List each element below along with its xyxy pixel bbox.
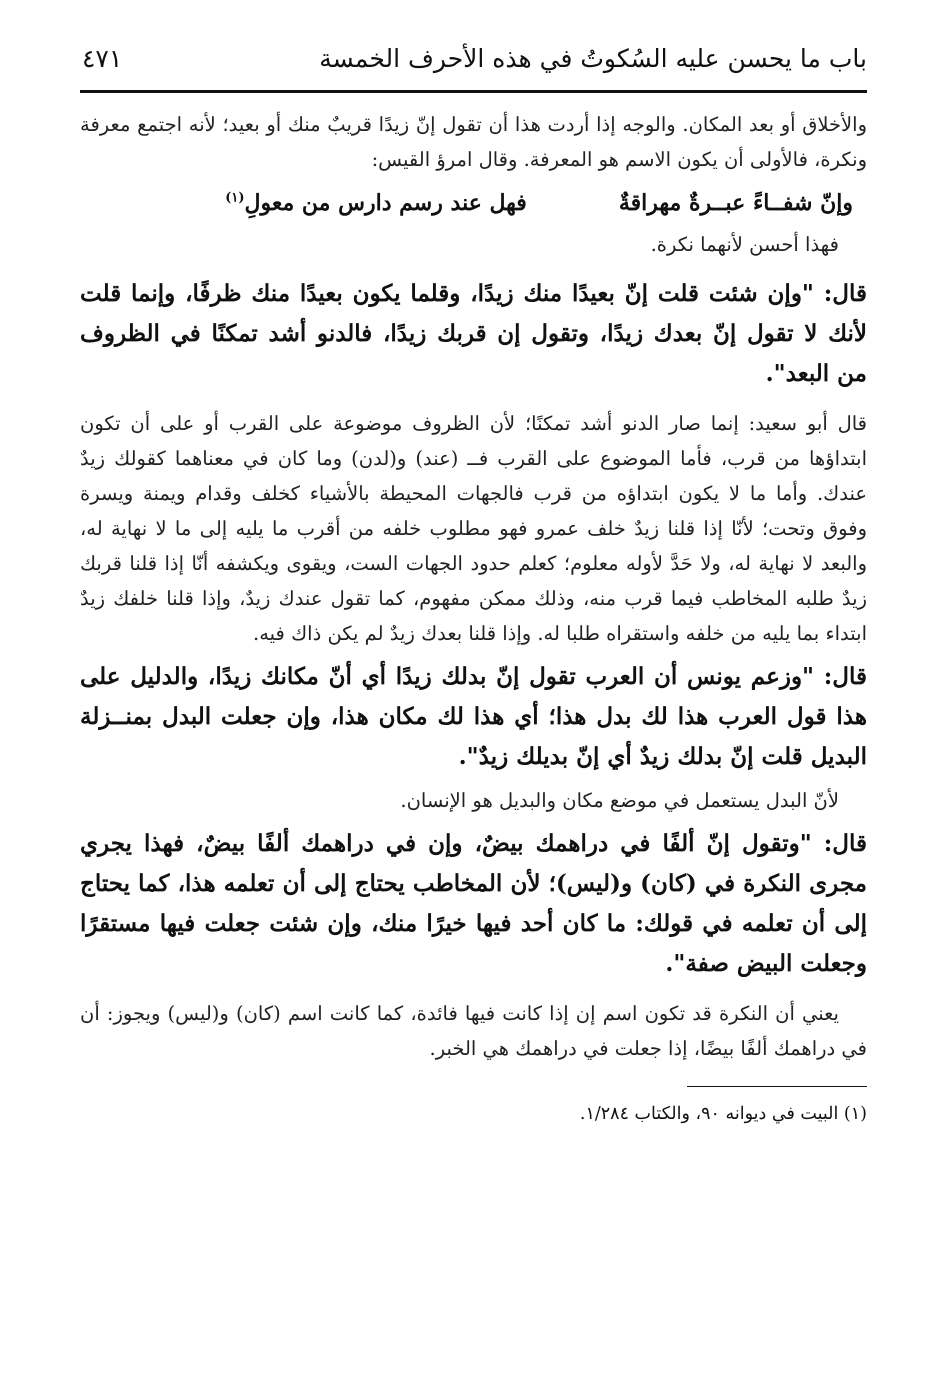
quoted-passage-1 bbox=[80, 274, 867, 394]
verse-second-hemistich-text: فهل عند رسم دارس من معولِ bbox=[244, 190, 527, 216]
quote-label: قال: bbox=[823, 280, 867, 307]
verse-first-hemistich: وإنّ شفــاءً عبــرةٌ مهراقةٌ bbox=[618, 190, 853, 216]
footnote-reference: (١) bbox=[225, 190, 245, 206]
quote-text: "وزعم يونس أن العرب تقول إنّ بدلك زيدًا أي أنّ مكانك زيدًا، والدليل على هذا قول العرب هذا لك بدل هذا؛ أي هذا لك مكان هذا، وإن جعلت البدل بمنــزلة البديل قلت إنّ بدلك زيدٌ أي إنّ بديلك زيدٌ". bbox=[80, 663, 867, 770]
page-header bbox=[80, 40, 867, 84]
paragraph-commentary-2: فهذا أحسن لأنهما نكرة. bbox=[650, 233, 839, 256]
quoted-passage-2 bbox=[80, 657, 867, 777]
footnote: (١) البيت في ديوانه ٩٠، والكتاب ١/٢٨٤. bbox=[579, 1104, 867, 1124]
paragraph-commentary-5: يعني أن النكرة قد تكون اسم إن إذا كانت فيها فائدة، كما كانت اسم (كان) و(ليس) ويجوز: أن في دراهمك ألفًا بيضًا، إذا جعلت في دراهمك هي الخبر. bbox=[80, 1002, 867, 1060]
paragraph-commentary-3: قال أبو سعيد: إنما صار الدنو أشد تمكنًا؛ لأن الظروف موضوعة على القرب أو على أن تكون ابتداؤها من قرب، فأما الموضوع على القرب فــ (عند) و(لدن) وما كان في معناهما كقولك زيدٌ عندك. وأما ما لا يكون ابتداؤه من قرب فالجهات المحيطة بالأشياء كخلف وقدام ويمنة ويسرة وفوق وتحت؛ لأنّا إذا قلنا زيدٌ خلف عمرو فهو مطلوب خلفه من أقرب ما يليه إلى ما لا نهاية له، والبعد لا نهاية له، ولا حَدَّ لأوله معلوم؛ كعلم حدود الجهات الست، ويقوى ويكشفه أنّا إذا قلنا قربك زيدٌ طلبه المخاطب فيما قرب منه، وذلك ممكن مفهوم، كما تقول عندك زيدٌ، وإذا قلنا خلفك زيدٌ ابتداء بما يليه من خلفه واستقراه طلبا له. وإذا قلنا بعدك زيدٌ لم يكن ذاك فيه. bbox=[80, 412, 867, 645]
document-page bbox=[80, 40, 867, 1129]
verse-second-hemistich bbox=[225, 183, 527, 223]
quoted-passage-3 bbox=[80, 824, 867, 984]
poetry-verse bbox=[80, 183, 853, 223]
quote-text: "وإن شئت قلت إنّ بعيدًا منك زيدًا، وقلما يكون بعيدًا منك ظرفًا، وإنما قلت لأنك لا تقول إنّ بعدك زيدًا، وتقول إن قربك زيدًا، فالدنو أشد تمكنًا في الظروف من البعد". bbox=[80, 280, 867, 387]
page-number: ٤٧١ bbox=[82, 44, 123, 73]
quote-label: قال: bbox=[823, 663, 867, 690]
quote-text: "وتقول إنّ ألفًا في دراهمك بيضٌ، وإن في دراهمك ألفًا بيضٌ، فهذا يجري مجرى النكرة في (كان) و(ليس)؛ لأن المخاطب يحتاج إلى أن تعلمه هذا، كما يحتاج إلى أن تعلمه في قولك: ما كان أحد فيها خيرًا منك، وإن شئت جعلت فيها مستقرًا وجعلت البيض صفة". bbox=[80, 830, 867, 977]
running-title: باب ما يحسن عليه السُكوتُ في هذه الأحرف الخمسة bbox=[319, 44, 867, 73]
footnote-separator bbox=[687, 1086, 867, 1087]
paragraph-commentary-1: والأخلاق أو بعد المكان. والوجه إذا أردت هذا أن تقول إنّ زيدًا قريبٌ منك أو بعيد؛ لأنه اجتمع معرفة ونكرة، فالأولى أن يكون الاسم هو المعرفة. وقال امرؤ القيس: bbox=[80, 113, 867, 171]
quote-label: قال: bbox=[823, 830, 867, 857]
paragraph-commentary-4: لأنّ البدل يستعمل في موضع مكان والبديل هو الإنسان. bbox=[400, 789, 839, 812]
